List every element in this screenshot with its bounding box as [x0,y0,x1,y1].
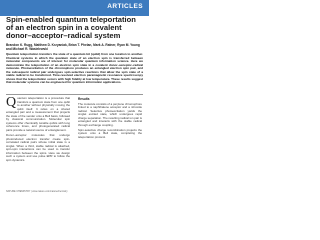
section-label: ARTICLES [107,3,143,10]
abstract: Quantum teleportation transfers the state of a quantum bit (qubit) from one location to another. Chemical systems in which the quantum state of an electron spin is transferred between molecular components are of interest for molecular quantum information science. Here we demonstrate the teleportation of an electron spin state in a covalent donor–acceptor–radical molecule. Photoexcitation of the chromophore produces an entangled electron spin pair, and the subsequent radical pair undergoes spin-selective reactions that allow the spin state of a stable radical to be transferred. Time-resolved electron paramagnetic resonance spectroscopy shows that the teleportation occurs with high fidelity at low temperature. These results suggest that molecular systems can be engineered for quantum information applications. [6,52,143,85]
body-paragraph: Donor–acceptor molecules that undergo photoinduced electron transfer create spin-correlated radical pairs whose initial state is a singlet. When a third, stable radical is attached, spin-spin interactions can be used to transfer information between the spins. Here we design such a system and use pulse EPR to follow the spin dynamics. [6,132,70,162]
page-footer: NATURE CHEMISTRY | www.nature.com/naturechemistry [6,190,68,193]
body-paragraph: Spin-selective charge recombination projects the system onto a Bell state, completing the teleportation protocol. [78,127,142,139]
body-paragraph: The molecule consists of a perylene chromophore linked to a naphthalene acceptor and a nitroxide radical. Selective photoexcitation yields the singlet excited state, which undergoes rapid charge separation. The resulting radical ion pair is entangled and interacts with the stable radical through exchange coupling. [78,101,142,127]
body-column-right [78,97,142,141]
section-heading: Results [78,97,90,101]
author-list: Brandon K. Rugg, Matthew D. Krzyaniak, Brian T. Phelan, Mark A. Ratner, Ryan M. Young and Michael R. Wasielewski [6,43,140,52]
divider [6,94,143,95]
article-title: Spin-enabled quantum teleportation of an electron spin in a covalent donor–acceptor–radical system [6,15,136,41]
body-column-left [6,97,70,164]
article-header-band [0,0,149,16]
body-paragraph: uantum teleportation is a procedure that transfers a quantum state from one qubit to another without physically moving the qubit itself. It relies on a shared entangled pair and a measurement that projects the state of the sender onto a Bell basis, followed by classical communication. Molecular spin systems offer chemically tunable qubits with long coherence times, and photogenerated radical pairs provide a natural source of entanglement. [6,96,70,132]
drop-cap: Q [6,95,17,110]
